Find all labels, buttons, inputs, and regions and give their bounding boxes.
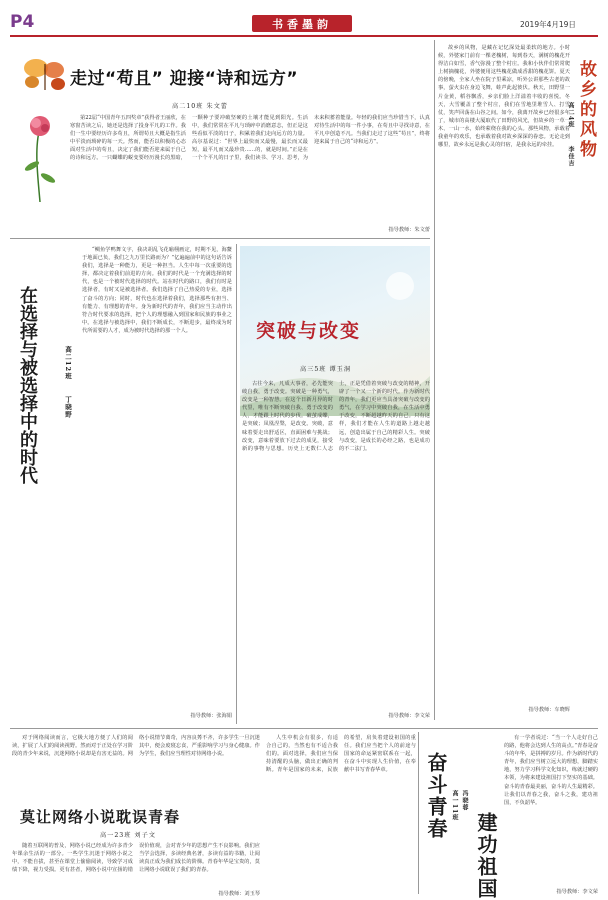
article-4-teacher: 指导教师：车晓辉 — [528, 707, 570, 713]
article-3-title: 突破与改变 — [256, 320, 362, 342]
butterfly-decoration — [18, 52, 78, 96]
article-2-author: 丁晓野 — [64, 396, 72, 419]
article-3-body: 古往今来，凡成大事者，必先能突破自我，勇于改变。突破是一种勇气，改变是一种智慧。在这个日新月异的时代里，唯有不断突破自我、勇于改变的人，才能跟上时代的步伐。破茧成蝶，是突破；凤凰涅槃，是改变。突破，意味着要走出舒适区，直面困难与挑战；改变，意味着要放下过去的成见，接受新的事物与思想。历史上无数仁人志士，正是凭借着突破与改变的精神，开辟了一个又一个新的时代。作为新时代的青年，我们更应当具备突破与改变的勇气，在学习中突破自我，在生活中勇于改变，不断超越昨天的自己。只有这样，我们才能在人生的道路上越走越远，创造出属于自己的精彩人生。突破与改变，是成长的必经之路，也是成功的不二法门。 — [242, 381, 430, 452]
divider-v1 — [236, 244, 237, 724]
article-2-teacher: 指导教师：张海娟 — [190, 713, 232, 719]
article-5-byline: 高一23班 刘子文 — [100, 832, 156, 839]
section-banner — [252, 15, 352, 32]
article-7-class: 高一11班 — [451, 790, 458, 822]
article-5-title: 莫让网络小说耽误青春 — [20, 808, 181, 826]
article-2-body: “鲷鱼学鸭舞文字，我决胡乱飞花喻栩画定，时期不见，海鳌于地面已负，我们之九万里长路而为？”亿遍遍前中的这句话告诉我们，选择是一种能力，更是一种担当。人生中每一次重要的选择，都决定着我们前进的方向。我们的时代是一个充满选择的时代，也是一个被时代选择的时代。站在时代的路口，我们有时是选择者，有时又是被选择者。我们选择了自己热爱的专业，选择了奋斗的方向；同时，时代也在选择着我们，选择那些有担当、有能力、有理想的青年。身为新时代的青年，我们应当主动作出符合时代要求的选择，把个人的理想融入到国家和民族的事业之中。在选择与被选择中，我们不断成长，不断进步，最终成为时代所需要的人才，成为被时代选择的那一个人。 — [82, 247, 232, 334]
article-6-body: 人生中机会有很多，有适合自己的，当然也有不适合我们的。面对选择，我们应当保持清醒的头脑，做出正确的判断。青年是国家的未来，民族的希望，肩负着建设祖国的重任。我们应当把个人的前途与国家的命运紧密联系在一起，在奋斗中实现人生价值，在奉献中书写青春华章。 — [266, 735, 416, 774]
article-2-title: 在选择与被选择中的时代 — [17, 286, 38, 484]
page-number — [10, 12, 50, 34]
article-1-teacher: 指导教师：朱文蕾 — [388, 227, 430, 233]
article-1-title: 走过“苟且” 迎接“诗和远方” — [70, 69, 299, 89]
page-number-text: P4 — [10, 12, 35, 32]
article-3-teacher: 指导教师：李文荣 — [388, 713, 430, 719]
divider-v3 — [418, 732, 419, 894]
divider-2 — [10, 728, 598, 729]
article-5-teacher: 指导教师：刘玉琴 — [218, 891, 260, 897]
header-rule — [10, 35, 598, 37]
article-7-body: 有一学者说过：“当一个人走好自己的路，他将会达到人生的高点。”青春是奋斗的年华，是拼搏的岁月。作为新时代的青年，我们应当树立远大的理想，脚踏实地，努力学习科学文化知识，练就过硬的本领，为将来建设祖国打下坚实的基础。奋斗的青春最美丽，奋斗的人生最精彩。让我们以青春之我，奋斗之我，建功祖国，不负韶华。 — [504, 735, 598, 806]
article-1-body: 第22届“中国青年五四奖章”获得者王丽欣，在寒窗苦读之后，她还是选择了投身平凡的工作。我们一生中要经历许多苟且，所谓苟且大概是指生活中平淡而琐碎的每一天。然而，能否以积极的心态面对生活中的苟且，决定了我们能否迎来属于自己的诗和远方。一只蝴蝶的蜕变要经历漫长的黑暗，一颗种子要冲破坚硬的土壤才能见到阳光。生活中，我们常常在平凡与琐碎中消磨意志，但正是这些看似平淡的日子，积累着我们走向远方的力量。高尔基说过：“世界上最快而又最慢，最长而又最短，最平凡而又最珍贵……的，就是时间。”正是在一个个平凡的日子里，我们读书、学习、思考，为未来积蓄着能量。年轻的我们应当珍惜当下，认真对待生活中的每一件小事，在苟且中寻找诗意，在平凡中创造不凡。当我们走过了这些“苟且”，终将迎来属于自己的“诗和远方”。 — [70, 115, 430, 162]
article-4-class: 高二4班 — [567, 102, 574, 129]
article-7-title-1: 奋斗青春 — [424, 752, 448, 840]
article-7-title-2: 建功祖国 — [474, 812, 498, 900]
article-5-body-top: 对于网络阅读而言，它极大地方便了人们的阅读，扩展了人们的阅读视野。然而对于正处在学习阶段的青少年来说，沉迷网络小说却是有害无益的。网络小说情节离奇，内容良莠不齐，许多学生一旦沉迷其中，便会废寝忘食，严重影响学习与身心健康。作为学生，我们应当理性对待网络小说。 — [12, 735, 260, 758]
article-4-body: 故乡的风物，是藏在记忆深处最柔软的地方。小时候，外婆家门前有一棵老槐树，每到春天，满树的槐花开得洁白如雪，香气弥漫了整个村庄。我和小伙伴们常常爬上树摘槐花，外婆便用这些槐花做成香甜的槐花饼。夏天的傍晚，全家人坐在院子里乘凉，听外公讲那些古老的故事，萤火虫在身边飞舞，蛙声此起彼伏。秋天，田野里一片金黄，稻谷飘香，乡亲们脸上洋溢着丰收的喜悦。冬天，大雪覆盖了整个村庄，我们在雪地里堆雪人、打雪仗，笑声回荡在山谷之间。如今，我离开故乡已经很多年了，城市的高楼大厦取代了田野的风光，但故乡的一草一木、一山一水，始终萦绕在我的心头。那些风物，承载着我童年的欢乐，也承载着我对故乡深深的眷恋。无论走到哪里，故乡永远是我心灵的归宿，是我永远的牵挂。 — [438, 45, 570, 149]
article-4-title: 故乡的风物 — [576, 60, 596, 160]
article-4-author: 李佳吉 — [567, 146, 574, 167]
section-title: 书香墨韵 — [272, 17, 332, 31]
article-2-class: 高二12班 — [64, 346, 72, 380]
article-3-byline: 高三5班 谭玉洞 — [300, 366, 352, 373]
article-5-body-bottom: 随着互联网的普及，网络小说已经成为许多青少年课余生活的一部分。一些学生沉迷于网络小说之中，不能自拔，甚至在课堂上偷偷阅读，导致学习成绩下降，视力受损。更有甚者，网络小说中宣扬的错误价值观，会对青少年的思想产生不良影响。我们应当学会选择，多读经典名著，多读有益的书籍，让阅读真正成为我们成长的阶梯。青春年华是宝贵的，莫让网络小说耽误了我们的青春。 — [12, 843, 260, 874]
divider-1 — [10, 238, 430, 239]
article-1-byline: 高二10班 朱文蕾 — [172, 103, 228, 110]
article-7-author: 冯晓蓉 — [461, 790, 468, 811]
article-7-teacher: 指导教师：李文荣 — [556, 889, 598, 895]
divider-v2 — [434, 40, 435, 720]
issue-date: 2019年4月19日 — [520, 20, 576, 29]
flower-decoration — [12, 108, 68, 204]
